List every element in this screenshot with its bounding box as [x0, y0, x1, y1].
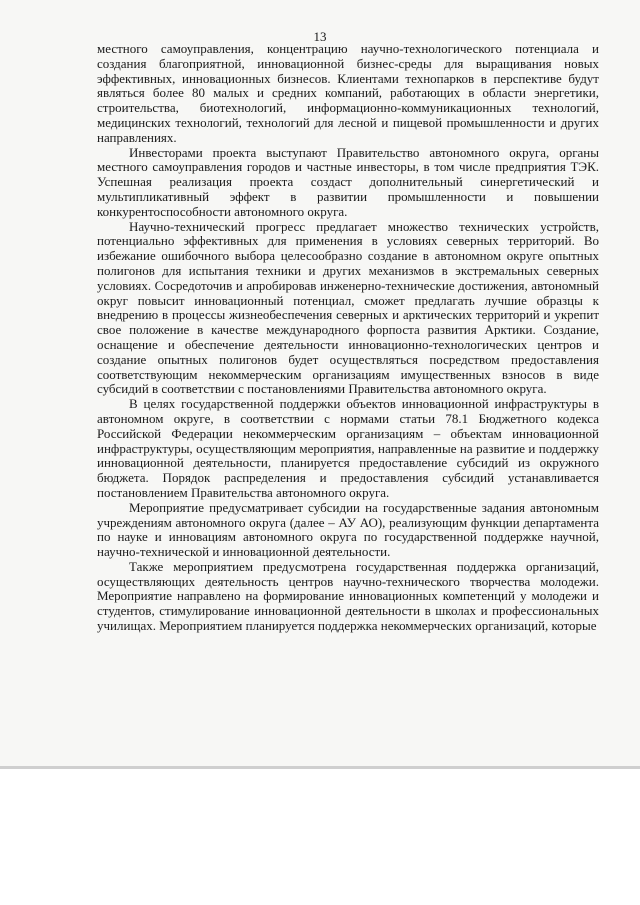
page-edge-divider [0, 766, 640, 769]
paragraph-investors: Инвесторами проекта выступают Правительство автономного округа, органы местного самоуправления городов и частные инвесторы, в том числе предприятия ТЭК. Успешная реализация проекта создаст дополнительный синергетический и мультипликативный эффект в развитии промышленности и повышении конкурентоспособности автономного округа. [97, 144, 599, 219]
paragraph-technoparks: местного самоуправления, концентрацию научно-технологического потенциала и создания благоприятной, инновационной бизнес-среды для выращивания новых эффективных, инновационных бизнесов. Клиентами технопарков в перспективе будут являться более 80 малых и средних компаний, работающих в области энергетики, строительства, биотехнологий, информационно-коммуникационных технологий, медицинских технологий, технологий для лесной и пищевой промышленности и других направлениях. [97, 41, 599, 145]
paragraph-youth-support: Также мероприятием предусмотрена государственная поддержка организаций, осуществляющих деятельность центров научно-технического творчества молодежи. Мероприятие направлено на формирование инновационных компетенций у молодежи и студентов, стимулирование инновационной деятельности в школах и профессиональных училищах. Мероприятием планируется поддержка некоммерческих организаций, которые [97, 558, 599, 634]
paragraph-state-support: В целях государственной поддержки объектов инновационной инфраструктуры в автономном округе, в соответствии с нормами статьи 78.1 Бюджетного кодекса Российской Федерации некоммерческим организациям – объектам инновационной инфраструктуры, осуществляющим мероприятия, направленные на развитие и поддержку инновационной деятельности, планируется предоставление субсидий из окружного бюджета. Порядок распределения и предоставления субсидий устанавливается постановлением Правительства автономного округа. [97, 396, 599, 500]
paragraph-test-grounds: Научно-технический прогресс предлагает множество технических устройств, потенциально эффективных для применения в условиях северных территорий. Во избежание ошибочного выбора целесообразно создание в автономном округе опытных полигонов для испытания техники и других механизмов в экстремальных северных условиях. Сосредоточив и апробировав инженерно-технические достижения, автономный округ повысит инновационный потенциал, сможет предлагать лучшие образцы к внедрению в процессы жизнеобеспечения северных и арктических территорий и укрепит свое положение в качестве международного форпоста развития Арктики. Создание, оснащение и обеспечение деятельности инновационно-технологических центров и создание опытных полигонов будет осуществляться посредством предоставления соответствующим некоммерческим организациям имущественных взносов в виде субсидий в соответствии с постановлениями Правительства автономного округа. [97, 218, 599, 397]
document-body [97, 42, 599, 634]
paragraph-state-tasks: Мероприятие предусматривает субсидии на государственные задания автономным учреждениям автономного округа (далее – АУ АО), реализующим функции департамента по науке и инновациям автономного округа по государственной поддержке научной, научно-технической и инновационной деятельности. [97, 499, 599, 560]
page-number: 13 [313, 29, 327, 44]
